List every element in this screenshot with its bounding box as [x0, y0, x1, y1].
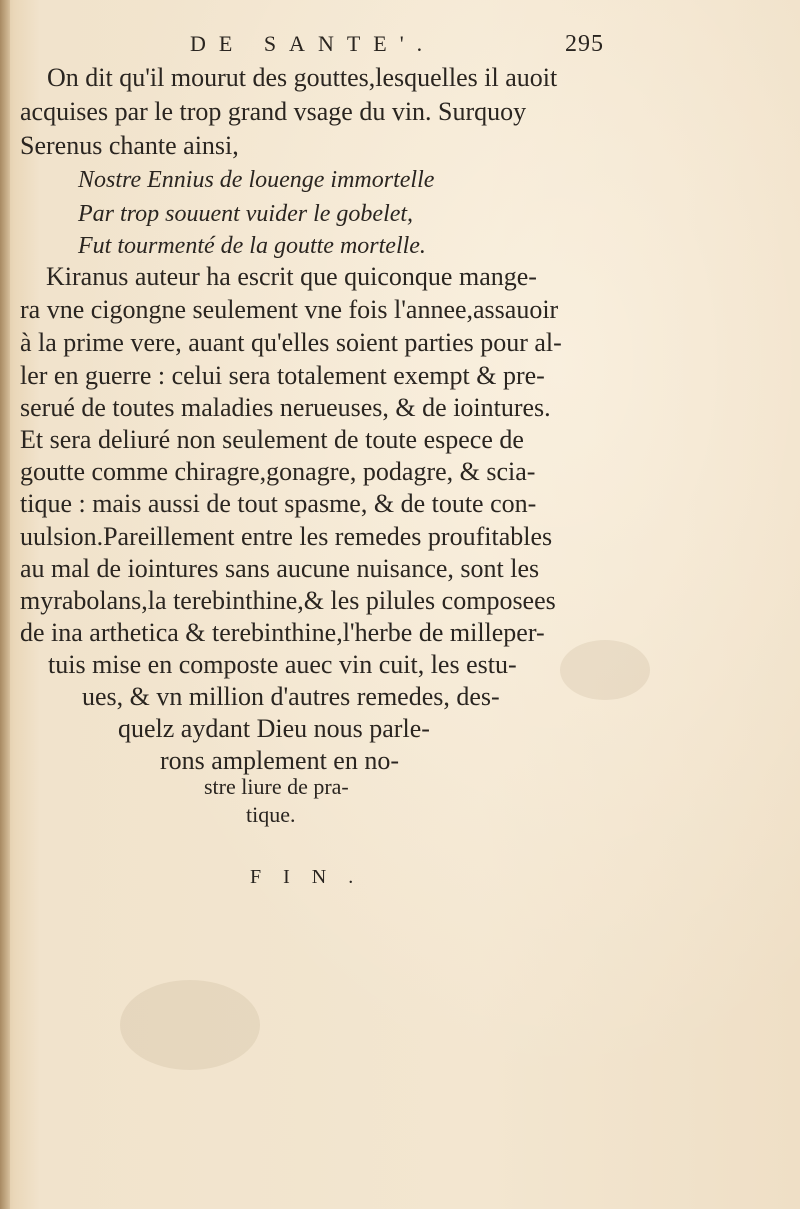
- line-text: ler en guerre : celui sera totalement exempt & pre-: [20, 361, 545, 390]
- text-line: [0, 131, 800, 165]
- text-line: [0, 97, 800, 131]
- page-header: [0, 31, 800, 61]
- verse-line: [0, 167, 800, 201]
- line-text: ra vne cigongne seulement vne fois l'annee,assauoir: [20, 295, 559, 324]
- text-line: [0, 295, 800, 329]
- text-line: [0, 618, 800, 652]
- line-text: de ina arthetica & terebinthine,l'herbe de milleper-: [20, 618, 545, 647]
- line-text: Nostre Ennius de louenge immortelle: [78, 167, 435, 193]
- page-number: 295: [565, 31, 604, 57]
- line-text: tuis mise en composte auec vin cuit, les estu-: [48, 650, 517, 679]
- line-text: au mal de iointures sans aucune nuisance, sont les: [20, 554, 540, 583]
- text-line: [0, 522, 800, 556]
- line-text: rons amplement en no-: [160, 746, 399, 775]
- text-line: [0, 328, 800, 362]
- line-text: goutte comme chiragre,gonagre, podagre, & scia-: [20, 457, 536, 486]
- line-text: à la prime vere, auant qu'elles soient parties pour al-: [20, 328, 562, 357]
- text-line: [0, 650, 800, 684]
- line-text: Et sera deliuré non seulement de toute espece de: [20, 425, 524, 454]
- line-text: quelz aydant Dieu nous parle-: [118, 714, 430, 743]
- line-text: stre liure de pra-: [204, 774, 349, 799]
- text-line: [0, 393, 800, 427]
- line-text: tique : mais aussi de tout spasme, & de toute con-: [20, 489, 537, 518]
- paper-stain: [120, 980, 260, 1070]
- line-text: tique.: [246, 802, 296, 827]
- text-line: [0, 714, 800, 748]
- line-text: Par trop souuent vuider le gobelet,: [78, 201, 414, 227]
- text-line: [0, 489, 800, 523]
- text-line: [0, 802, 800, 836]
- line-text: acquises par le trop grand vsage du vin. Surquoy: [20, 97, 527, 126]
- line-text: Kiranus auteur ha escrit que quiconque mange-: [46, 262, 537, 291]
- text-line: [0, 425, 800, 459]
- line-text: uulsion.Pareillement entre les remedes proufitables: [20, 522, 553, 551]
- line-text: Fut tourmenté de la goutte mortelle.: [78, 233, 426, 259]
- line-text: On dit qu'il mourut des gouttes,lesquelles il auoit: [47, 63, 558, 92]
- text-line: [0, 682, 800, 716]
- line-text: myrabolans,la terebinthine,& les pilules composees: [20, 586, 556, 615]
- verse-line: [0, 201, 800, 235]
- finis-mark: [0, 866, 800, 896]
- line-text: Serenus chante ainsi,: [20, 131, 239, 160]
- line-text: serué de toutes maladies nerueuses, & de iointures.: [20, 393, 551, 422]
- line-text: ues, & vn million d'autres remedes, des-: [82, 682, 500, 711]
- running-title: DE SANTE'.: [190, 31, 436, 56]
- finis-text: FIN.: [250, 866, 376, 888]
- text-line: [0, 361, 800, 395]
- text-line: [0, 554, 800, 588]
- text-line: [0, 63, 800, 97]
- text-line: [0, 457, 800, 491]
- text-line: [0, 262, 800, 296]
- text-line: [0, 586, 800, 620]
